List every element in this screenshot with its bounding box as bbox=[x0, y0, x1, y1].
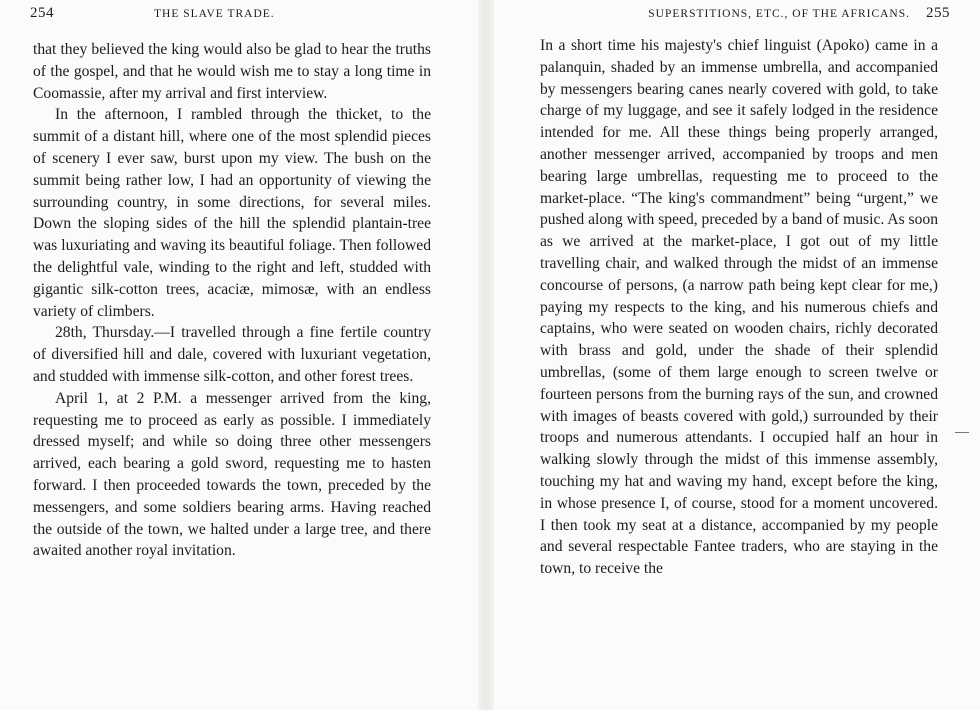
right-running-title: SUPERSTITIONS, ETC., OF THE AFRICANS. bbox=[648, 8, 910, 20]
paragraph: that they believed the king would also be glad to hear the truths of the gospel, and that he would wish me to stay a long time in Coomassie, after my arrival and first interview. bbox=[33, 41, 431, 102]
left-page-number: 254 bbox=[30, 5, 54, 21]
left-running-title: THE SLAVE TRADE. bbox=[154, 8, 275, 20]
paragraph: In the afternoon, I rambled through the thicket, to the summit of a distant hill, where one of the most splendid pieces of scenery I ever saw, burst upon my view. The bush on the summit being rather low, I had an opportunity of viewing the surrounding country, in some directions, for several miles. Down the sloping sides of the hill the splendid plantain-tree was luxuriating and waving its beautiful foliage. Then followed the delightful vale, winding to the right and left, studded with gigantic silk-cotton trees, acaciæ, mimosæ, with an endless variety of climbers. bbox=[33, 106, 431, 320]
right-page-body bbox=[540, 35, 938, 580]
left-page bbox=[0, 0, 470, 710]
right-page-header bbox=[576, 6, 950, 28]
paragraph: 28th, Thursday.—I travelled through a fine fertile country of diversified hill and dale, covered with luxuriant vegetation, and studded with immense silk-cotton, and other forest trees. bbox=[33, 324, 431, 385]
book-gutter bbox=[478, 0, 494, 710]
right-page bbox=[500, 0, 980, 710]
margin-dash-mark bbox=[955, 432, 969, 433]
right-page-number: 255 bbox=[926, 5, 950, 21]
left-page-body bbox=[33, 39, 431, 562]
paragraph: In a short time his majesty's chief linguist (Apoko) came in a palanquin, shaded by an immense umbrella, and accompanied by messengers bearing canes nearly covered with gold, to take charge of my luggage, and see it safely lodged in the residence intended for me. All these things being properly arranged, another messenger arrived, accompanied by troops and men bearing large umbrellas, requesting me to proceed to the market-place. “The king's commandment” being “urgent,” we pushed along with speed, preceded by a band of music. As soon as we arrived at the market-place, I got out of my little travelling chair, and walked through the midst of an immense concourse of persons, (a narrow path being kept clear for me,) paying my respects to the king, and his numerous chiefs and captains, who were seated on wooden chairs, richly decorated with brass and gold, under the shade of their splendid umbrellas, (some of them large enough to screen twelve or fourteen persons from the burning rays of the sun, and crowned with images of beasts covered with gold,) surrounded by their troops and numerous attendants. I occupied half an hour in walking slowly through the midst of this immense assembly, touching my hat and waving my hand, except before the king, in whose presence I, of course, stood for a moment uncovered. I then took my seat at a distance, accompanied by my people and several respectable Fantee traders, who are staying in the town, to receive the bbox=[540, 37, 938, 578]
left-page-header bbox=[30, 6, 450, 28]
paragraph: April 1, at 2 P.M. a messenger arrived from the king, requesting me to proceed as early as possible. I immediately dressed myself; and while so doing three other messengers arrived, each bearing a gold sword, requesting me to hasten forward. I then proceeded towards the town, preceded by the messengers, and some soldiers bearing arms. Having reached the outside of the town, we halted under a large tree, and there awaited another royal invitation. bbox=[33, 389, 431, 560]
